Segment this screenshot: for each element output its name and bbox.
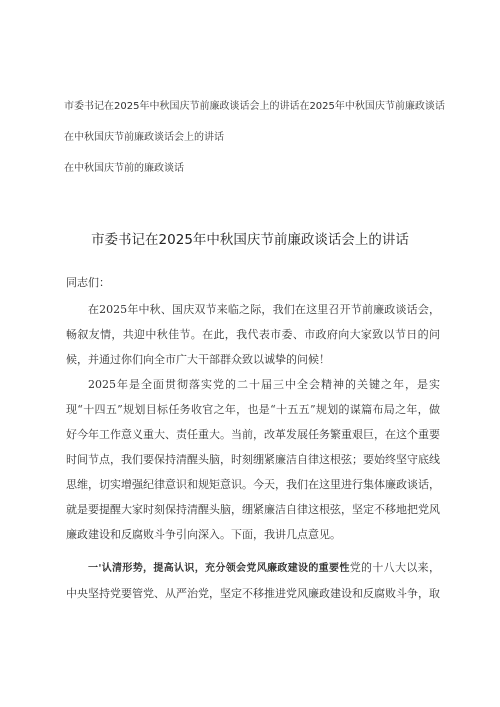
paragraph-2: 2025年是全面贯彻落实党的二十届三中全会精神的关键之年，是实现“十四五”规划目标任务收官之年，也是“十五五”规划的谋篇布局之年，做好今年工作意义重大、责任重大。当前，改革发展任务繁重艰巨，在这个重要时间节点，我们要保持清醒头脑，时刻绷紧廉洁自律这根弦；要始终坚守底线思维，切实增强纪律意识和规矩意识。今天，我们在这里进行集体廉政谈话，就是要提醒大家时刻保持清醒头脑，绷紧廉洁自律这根弦，坚定不移地把党风廉政建设和反腐败斗争引向深入。下面，我讲几点意见。 [66, 378, 440, 541]
section-heading-1: 一'认清形势，提高认识，充分领会党风廉政建设的重要性 [88, 563, 350, 574]
paragraph-3-text: 党的十八大以来，中央坚持党要管党、从严治党，坚定不移推进党风廉政建设和反腐败斗争，取 [66, 561, 441, 600]
document-body [66, 270, 440, 606]
paragraph-1: 在2025年中秋、国庆双节来临之际，我们在这里召开节前廉政谈话会，畅叙友情，共迎中秋佳节。在此，我代表市委、市政府向大家致以节日的问候，并通过你们向全市广大干部群众致以诚挚的问候！ [66, 303, 440, 366]
related-title-3[interactable]: 在中秋国庆节前的廉政谈话 [64, 163, 184, 174]
related-title-2[interactable]: 在中秋国庆节前廉政谈话会上的讲话 [64, 132, 224, 143]
paragraph-3 [66, 555, 440, 606]
related-title-1[interactable]: 市委书记在2025年中秋国庆节前廉政谈话会上的讲话在2025年中秋国庆节前廉政谈话 [64, 101, 445, 112]
salutation: 同志们： [66, 276, 110, 289]
document-title: 市委书记在2025年中秋国庆节前廉政谈话会上的讲话 [91, 232, 409, 248]
